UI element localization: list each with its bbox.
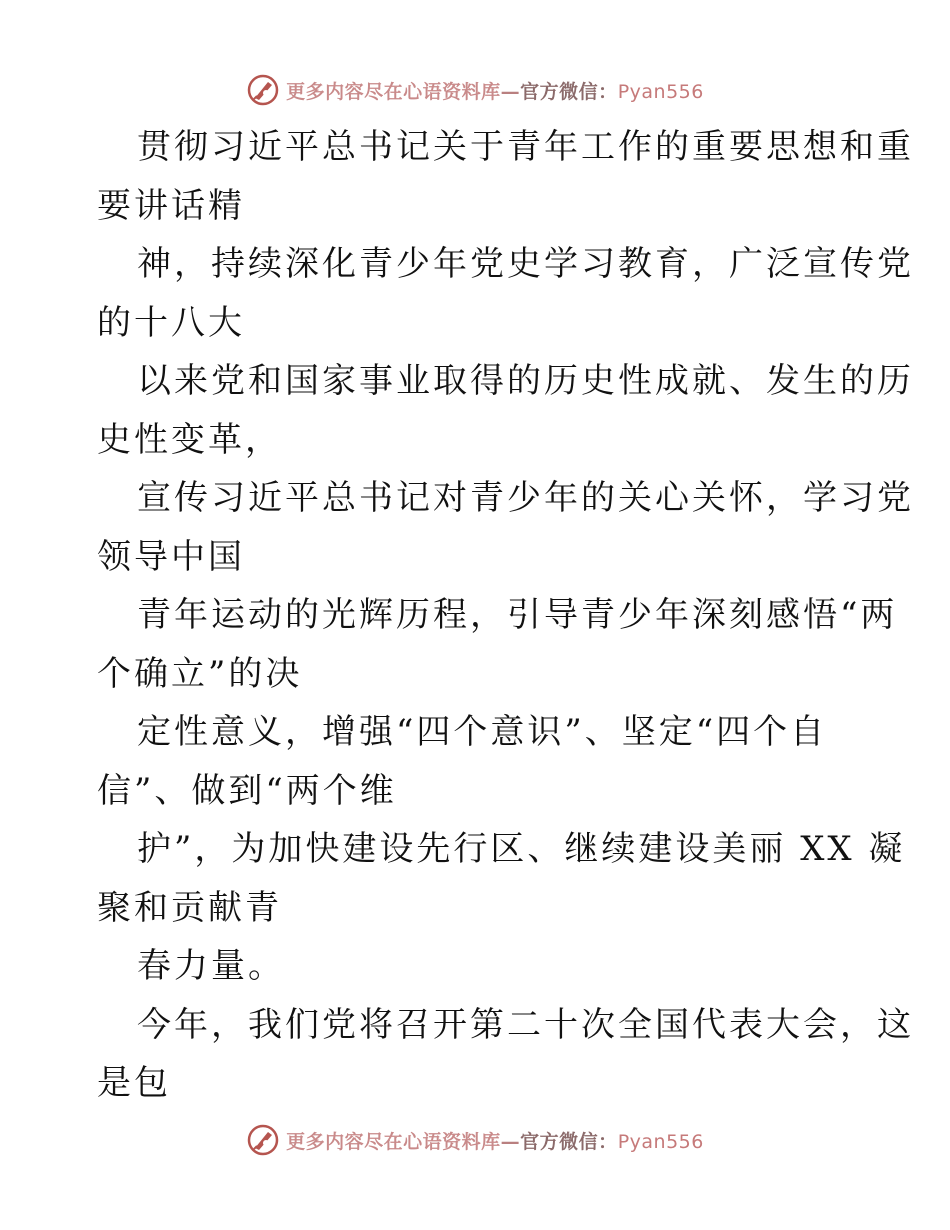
text-line: 贯彻习近平总书记关于青年工作的重要思想和重 bbox=[137, 127, 914, 167]
text-line: 今年，我们党将召开第二十次全国代表大会，这 bbox=[137, 1004, 914, 1045]
quill-logo-icon bbox=[246, 1123, 280, 1157]
watermark-official: 官方微信： bbox=[520, 80, 618, 103]
watermark-site: 更多内容尽在心语资料库 bbox=[286, 80, 501, 103]
watermark-text bbox=[286, 1127, 704, 1154]
text-line: 宣传习近平总书记对青少年的关心关怀，学习党 bbox=[137, 478, 914, 518]
watermark-dash: — bbox=[500, 80, 521, 103]
header-watermark bbox=[0, 70, 950, 110]
text-line: 以来党和国家事业取得的历史性成就、发生的历 bbox=[137, 361, 914, 401]
quill-logo-icon bbox=[246, 73, 280, 107]
text-line: 聚和贡献青 bbox=[97, 887, 282, 928]
footer-watermark bbox=[0, 1120, 950, 1160]
watermark-handle: Pyan556 bbox=[617, 1130, 704, 1153]
text-line: 要讲话精 bbox=[97, 185, 245, 226]
text-line: 的十八大 bbox=[97, 302, 245, 343]
text-line: 神，持续深化青少年党史学习教育，广泛宣传党 bbox=[137, 244, 914, 284]
text-line: 个确立”的决 bbox=[97, 653, 303, 694]
watermark-text bbox=[286, 77, 704, 104]
watermark-dash: — bbox=[500, 1130, 521, 1153]
watermark-handle: Pyan556 bbox=[617, 80, 704, 103]
text-line: 青年运动的光辉历程，引导青少年深刻感悟“两 bbox=[137, 595, 898, 635]
text-line: 是包 bbox=[97, 1063, 171, 1103]
watermark-site: 更多内容尽在心语资料库 bbox=[286, 1130, 501, 1153]
text-line: 史性变革， bbox=[97, 419, 282, 460]
text-line: 定性意义，增强“四个意识”、坚定“四个自 bbox=[137, 712, 828, 752]
watermark-official: 官方微信： bbox=[520, 1130, 618, 1153]
document-body bbox=[97, 118, 914, 1113]
text-line: 领导中国 bbox=[97, 536, 245, 577]
text-line: 春力量。 bbox=[137, 946, 285, 986]
text-line: 信”、做到“两个维 bbox=[97, 770, 397, 811]
text-line: 护”，为加快建设先行区、继续建设美丽 XX 凝 bbox=[137, 829, 906, 869]
